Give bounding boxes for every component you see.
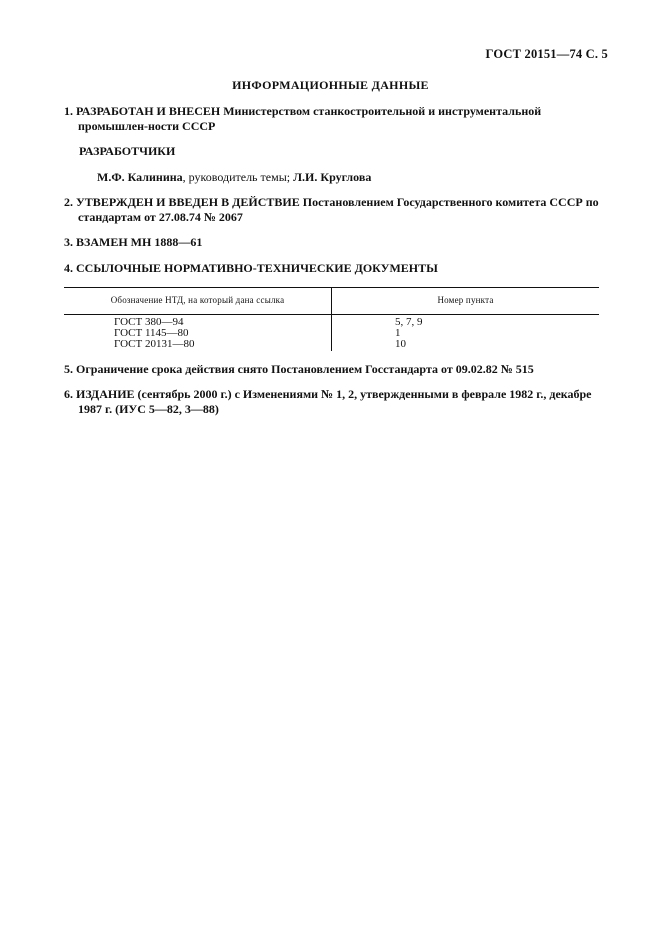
item-number: 2. bbox=[64, 195, 73, 209]
item-number: 5. bbox=[64, 362, 73, 376]
item-lead: РАЗРАБОТАН И ВНЕСЕН bbox=[76, 104, 221, 118]
col-header-document: Обозначение НТД, на который дана ссылка bbox=[64, 288, 332, 315]
item-number: 4. bbox=[64, 261, 73, 275]
col-header-clause: Номер пункта bbox=[332, 288, 600, 315]
item-lead: УТВЕРЖДЕН И ВВЕДЕН В ДЕЙСТВИЕ bbox=[76, 195, 300, 209]
table-row bbox=[64, 339, 599, 351]
item-text: Министерством станкостроительной и инструментальной промышлен-ности СССР bbox=[78, 104, 542, 133]
references-table bbox=[64, 287, 599, 351]
cell-document: ГОСТ 20131—80 bbox=[64, 339, 332, 351]
developers-heading: РАЗРАБОТЧИКИ bbox=[79, 144, 176, 158]
developer-name: Л.И. Круглова bbox=[293, 170, 372, 184]
cell-clause: 1 bbox=[395, 327, 401, 339]
item-number: 3. bbox=[64, 235, 73, 249]
table-header-row bbox=[64, 288, 599, 315]
item-validity bbox=[64, 362, 599, 377]
cell-clause: 10 bbox=[395, 338, 406, 350]
table-row bbox=[64, 315, 599, 329]
cell-document: ГОСТ 1145—80 bbox=[64, 328, 332, 339]
developer-role: , руководитель темы; bbox=[182, 170, 291, 184]
item-replaces bbox=[64, 235, 599, 250]
developers-list bbox=[97, 170, 371, 185]
cell-clause: 5, 7, 9 bbox=[395, 316, 423, 328]
item-text: Ограничение срока действия снято Постановлением Госстандарта от 09.02.82 № 515 bbox=[76, 362, 534, 376]
item-text: ВЗАМЕН МН 1888—61 bbox=[76, 235, 203, 249]
developer-name: М.Ф. Калинина bbox=[97, 170, 183, 184]
item-text: ССЫЛОЧНЫЕ НОРМАТИВНО-ТЕХНИЧЕСКИЕ ДОКУМЕНТЫ bbox=[76, 261, 438, 275]
cell-document: ГОСТ 380—94 bbox=[64, 315, 332, 329]
document-title: ИНФОРМАЦИОННЫЕ ДАННЫЕ bbox=[232, 78, 429, 92]
page-header: ГОСТ 20151—74 С. 5 bbox=[485, 47, 608, 61]
item-approved bbox=[64, 195, 613, 225]
item-developed-by bbox=[64, 104, 613, 134]
item-edition bbox=[64, 387, 613, 417]
item-references bbox=[64, 261, 599, 276]
item-text: ИЗДАНИЕ (сентябрь 2000 г.) с Изменениями № 1, 2, утвержденными в феврале 1982 г., декабре 1987 г. (ИУС 5—82, 3—88) bbox=[76, 387, 592, 416]
item-text: Постановлением Государственного комитета СССР по стандартам от 27.08.74 № 2067 bbox=[78, 195, 599, 224]
item-number: 1. bbox=[64, 104, 73, 118]
item-number: 6. bbox=[64, 387, 73, 401]
